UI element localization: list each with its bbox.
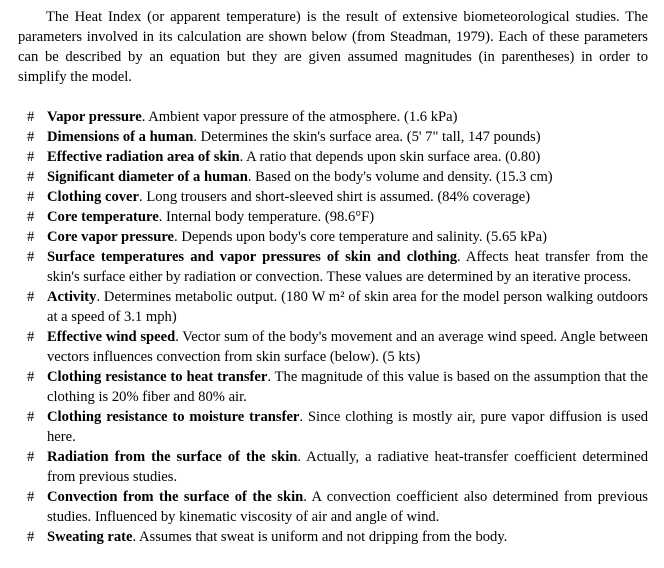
bullet-hash: # <box>27 289 35 305</box>
parameter-term: Radiation from the surface of the skin <box>47 449 298 465</box>
bullet-hash: # <box>27 109 35 125</box>
parameter-description: . The magnitude of this value is based on the assumption that the clothing is 20% fiber and 80% air. <box>47 369 648 405</box>
bullet-hash: # <box>27 369 35 385</box>
parameter-term: Clothing resistance to heat transfer <box>47 369 268 385</box>
bullet-hash: # <box>27 249 35 265</box>
list-item <box>18 327 648 367</box>
list-item <box>18 367 648 407</box>
parameter-description: . Determines metabolic output. (180 W m² of skin area for the model person walking outdoors at a speed of 3.1 mph) <box>47 289 648 325</box>
parameter-term: Core vapor pressure <box>47 229 175 245</box>
list-item <box>18 407 648 447</box>
parameter-term: Clothing cover <box>47 189 140 205</box>
parameter-term: Effective radiation area of skin <box>47 149 240 165</box>
parameter-description: . Affects heat transfer from the skin's surface either by radiation or convection. These values are determined by an iterative process. <box>47 249 648 285</box>
bullet-hash: # <box>27 169 35 185</box>
parameter-description: . Long trousers and short-sleeved shirt is assumed. (84% coverage) <box>139 189 531 205</box>
parameter-description: . Based on the body's volume and density. (15.3 cm) <box>247 169 553 185</box>
bullet-hash: # <box>27 329 35 345</box>
parameter-term: Activity <box>47 289 97 305</box>
list-item <box>18 107 648 127</box>
parameter-description: . A ratio that depends upon skin surface area. (0.80) <box>239 149 541 165</box>
bullet-hash: # <box>27 189 35 205</box>
list-item <box>18 147 648 167</box>
parameter-description: . Determines the skin's surface area. (5' 7" tall, 147 pounds) <box>193 129 541 145</box>
list-item <box>18 527 648 547</box>
bullet-hash: # <box>27 149 35 165</box>
bullet-hash: # <box>27 529 35 545</box>
parameter-description: . A convection coefficient also determined from previous studies. Influenced by kinematic viscosity of air and angle of wind. <box>47 489 648 525</box>
parameter-description: . Actually, a radiative heat-transfer coefficient determined from previous studies. <box>47 449 648 485</box>
bullet-hash: # <box>27 129 35 145</box>
parameter-term: Core temperature <box>47 209 159 225</box>
list-item <box>18 487 648 527</box>
list-item <box>18 207 648 227</box>
parameter-description: . Internal body temperature. (98.6°F) <box>158 209 375 225</box>
list-item <box>18 247 648 287</box>
parameter-term: Vapor pressure <box>47 109 142 125</box>
bullet-hash: # <box>27 449 35 465</box>
parameter-term: Clothing resistance to moisture transfer <box>47 409 300 425</box>
list-item <box>18 187 648 207</box>
list-item <box>18 287 648 327</box>
parameter-description: . Ambient vapor pressure of the atmosphere. (1.6 kPa) <box>141 109 458 125</box>
list-item <box>18 167 648 187</box>
intro-paragraph: The Heat Index (or apparent temperature) is the result of extensive biometeorological studies. The parameters involved in its calculation are shown below (from Steadman, 1979). Each of these parameters can be described by an equation but they are given assumed magnitudes (in parentheses) in order to simplify the model. <box>18 9 648 85</box>
parameter-term: Significant diameter of a human <box>47 169 248 185</box>
parameter-description: . Depends upon body's core temperature and salinity. (5.65 kPa) <box>174 229 547 245</box>
parameter-term: Sweating rate <box>47 529 133 545</box>
parameter-description: . Vector sum of the body's movement and an average wind speed. Angle between vectors influences convection from skin surface (below). (5 kts) <box>47 329 648 365</box>
parameter-list <box>18 107 648 547</box>
parameter-term: Convection from the surface of the skin <box>47 489 304 505</box>
parameter-description: . Since clothing is mostly air, pure vapor diffusion is used here. <box>47 409 648 445</box>
list-item <box>18 447 648 487</box>
parameter-term: Dimensions of a human <box>47 129 194 145</box>
bullet-hash: # <box>27 209 35 225</box>
parameter-term: Effective wind speed <box>47 329 176 345</box>
parameter-description: . Assumes that sweat is uniform and not dripping from the body. <box>132 529 508 545</box>
bullet-hash: # <box>27 229 35 245</box>
bullet-hash: # <box>27 409 35 425</box>
list-item <box>18 227 648 247</box>
parameter-term: Surface temperatures and vapor pressures of skin and clothing <box>47 249 457 265</box>
bullet-hash: # <box>27 489 35 505</box>
list-item <box>18 127 648 147</box>
